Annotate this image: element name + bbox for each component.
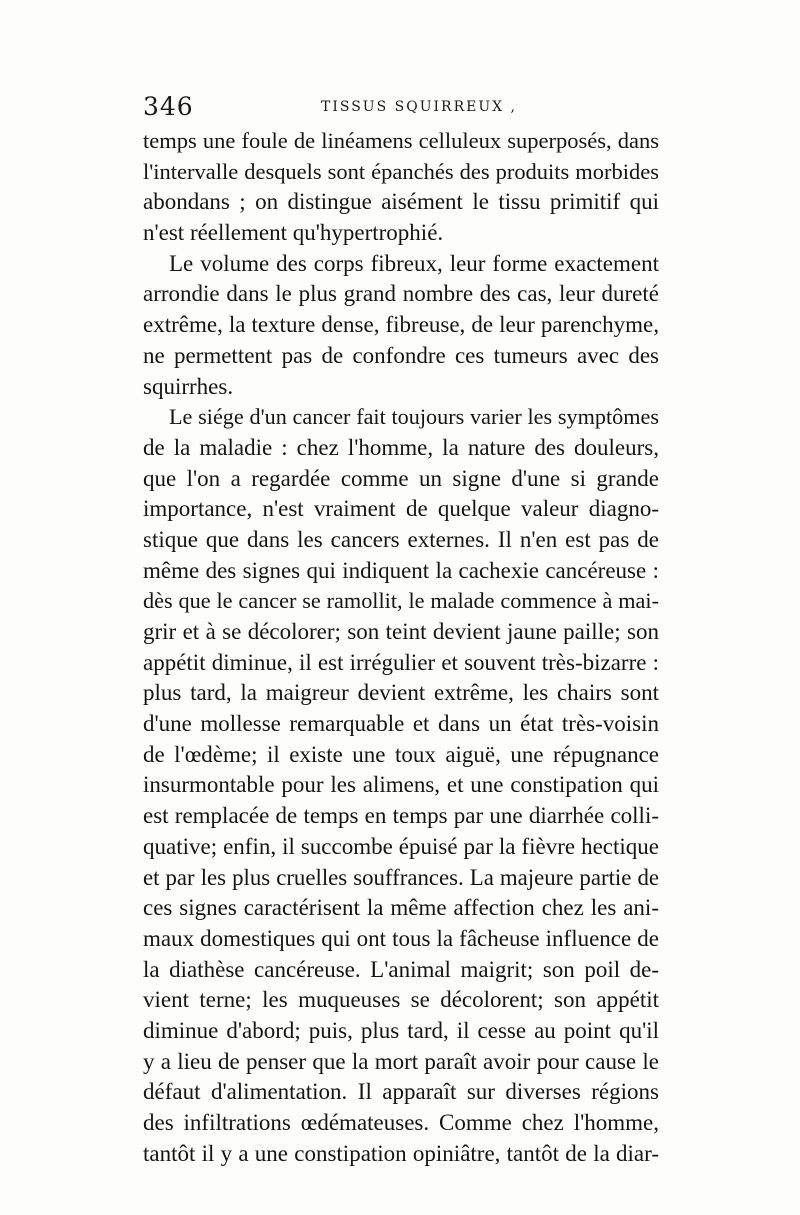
- text-line: grir et à se décolorer; son teint devient jaune paille; son: [143, 619, 659, 644]
- text-line: l'intervalle desquels sont épanchés des produits morbides: [143, 158, 659, 184]
- text-line: extrême, la texture dense, fibreuse, de leur parenchyme,: [143, 312, 659, 338]
- text-line: et par les plus cruelles souffrances. La majeure partie de: [143, 864, 659, 890]
- text-line: appétit diminue, il est irrégulier et souvent très-bizarre :: [143, 649, 659, 675]
- running-title: TISSUS SQUIRREUX ,: [321, 99, 518, 115]
- text-line: squirrhes.: [143, 373, 234, 399]
- text-line: Le volume des corps fibreux, leur forme exactement: [169, 250, 659, 276]
- text-line: défaut d'alimentation. Il apparaît sur diverses régions: [143, 1079, 659, 1105]
- paragraph: [143, 249, 659, 402]
- text-line: diminue d'abord; puis, plus tard, il cesse au point qu'il: [143, 1017, 659, 1043]
- paragraph: [143, 126, 659, 249]
- text-line: même des signes qui indiquent la cachexie cancéreuse :: [143, 557, 659, 583]
- text-line: vient terne; les muqueuses se décolorent; son appétit: [143, 987, 659, 1013]
- page-number: 346: [143, 92, 194, 121]
- text-line: la diathèse cancéreuse. L'animal maigrit; son poil de-: [143, 956, 659, 982]
- text-line: ces signes caractérisent la même affection chez les ani-: [143, 895, 659, 921]
- text-line: temps une foule de linéamens celluleux superposés, dans: [143, 128, 659, 153]
- text-line: insurmontable pour les alimens, et une constipation qui: [143, 772, 659, 798]
- text-line: n'est réellement qu'hypertrophié.: [143, 220, 444, 246]
- text-line: tantôt il y a une constipation opiniâtre, tantôt de la diar-: [143, 1140, 659, 1166]
- text-line: maux domestiques qui ont tous la fâcheuse influence de: [143, 925, 659, 951]
- text-line: est remplacée de temps en temps par une diarrhée colli-: [143, 803, 659, 829]
- text-line: stique que dans les cancers externes. Il n'en est pas de: [143, 526, 659, 552]
- running-head: [143, 92, 659, 126]
- text-line: plus tard, la maigreur devient extrême, les chairs sont: [143, 680, 659, 706]
- text-line: de l'œdème; il existe une toux aiguë, une répugnance: [143, 741, 659, 767]
- text-line: Le siége d'un cancer fait toujours varier les symptômes: [169, 404, 659, 430]
- text-line: importance, n'est vraiment de quelque valeur diagno-: [143, 496, 659, 522]
- text-line: que l'on a regardée comme un signe d'une si grande: [143, 465, 659, 491]
- text-line: des infiltrations œdémateuses. Comme chez l'homme,: [143, 1110, 659, 1135]
- paragraph: [143, 402, 659, 1169]
- text-line: y a lieu de penser que la mort paraît avoir pour cause le: [143, 1048, 659, 1074]
- text-line: abondans ; on distingue aisément le tissu primitif qui: [143, 189, 659, 215]
- text-line: dès que le cancer se ramollit, le malade commence à mai-: [143, 588, 659, 614]
- text-line: d'une mollesse remarquable et dans un état très-voisin: [143, 711, 659, 737]
- text-line: arrondie dans le plus grand nombre des cas, leur dureté: [143, 281, 659, 307]
- text-line: de la maladie : chez l'homme, la nature des douleurs,: [143, 434, 659, 460]
- text-line: quative; enfin, il succombe épuisé par la fièvre hectique: [143, 833, 659, 859]
- text-line: ne permettent pas de confondre ces tumeurs avec des: [143, 342, 659, 368]
- body-text: [143, 126, 659, 1169]
